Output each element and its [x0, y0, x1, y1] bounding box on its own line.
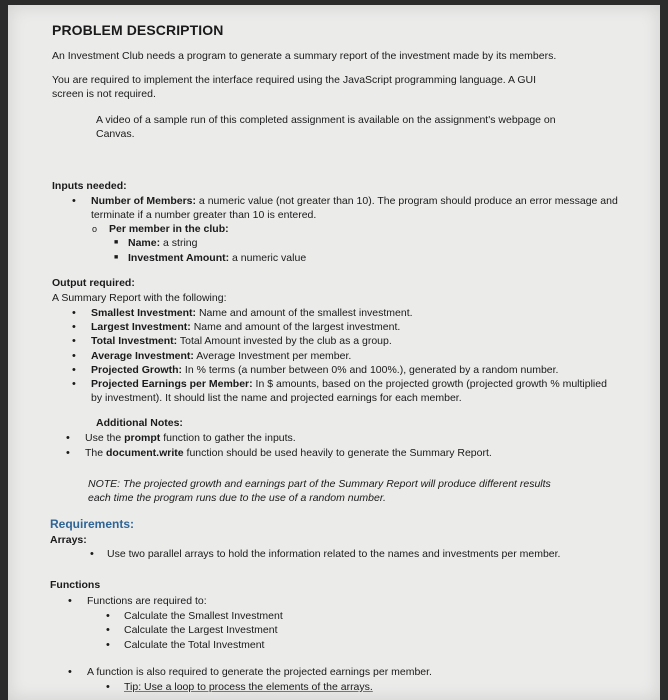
square-bullet-icon: ■ [114, 254, 119, 261]
video-note: Canvas. [96, 128, 135, 140]
list-item: Number of Members: a numeric value (not greater than 10). The program should produce an error message and [91, 195, 618, 207]
bullet-icon: • [72, 378, 76, 390]
bullet-icon: • [66, 432, 70, 444]
inputs-heading: Inputs needed: [52, 180, 127, 192]
note-text: NOTE: The projected growth and earnings part of the Summary Report will produce different results [88, 478, 551, 490]
output-summary: A Summary Report with the following: [52, 292, 227, 304]
bullet-icon: • [68, 666, 72, 678]
tip-text: Tip: Use a loop to process the elements of the arrays. [124, 681, 373, 693]
list-item: Total Investment: Total Amount invested by the club as a group. [91, 335, 392, 347]
bullet-icon: • [72, 307, 76, 319]
list-item: Per member in the club: [109, 223, 229, 235]
list-item: by investment). It should list the name and projected earnings for each member. [91, 392, 462, 404]
list-item: Smallest Investment: Name and amount of the smallest investment. [91, 307, 413, 319]
list-item: Calculate the Total Investment [124, 639, 265, 651]
intro-line: You are required to implement the interface required using the JavaScript programming language. A GUI [52, 74, 537, 86]
bullet-icon: • [106, 610, 110, 622]
bullet-icon: • [106, 624, 110, 636]
list-item: Projected Earnings per Member: In $ amounts, based on the projected growth (projected growth % multiplied [91, 378, 607, 390]
note-text: each time the program runs due to the use of a random number. [88, 492, 386, 504]
page-title: PROBLEM DESCRIPTION [52, 22, 224, 38]
requirements-heading: Requirements: [50, 517, 135, 531]
video-note: A video of a sample run of this completed assignment is available on the assignment's webpage on [96, 114, 556, 126]
list-item: Use two parallel arrays to hold the information related to the names and investments per member. [107, 548, 561, 560]
bullet-icon: • [72, 195, 76, 207]
document-page [8, 5, 660, 700]
list-item: Calculate the Largest Investment [124, 624, 278, 636]
list-item: The document.write function should be used heavily to generate the Summary Report. [85, 447, 492, 459]
list-item: Average Investment: Average Investment per member. [91, 350, 352, 362]
list-item: Use the prompt function to gather the inputs. [85, 432, 296, 444]
bullet-icon: • [68, 595, 72, 607]
notes-heading: Additional Notes: [96, 417, 183, 429]
list-item: Largest Investment: Name and amount of the largest investment. [91, 321, 401, 333]
list-item: terminate if a number greater than 10 is entered. [91, 209, 317, 221]
arrays-heading: Arrays: [50, 534, 87, 546]
circle-bullet-icon: o [92, 224, 98, 234]
bullet-icon: • [72, 321, 76, 333]
bullet-icon: • [66, 447, 70, 459]
bullet-icon: • [72, 364, 76, 376]
output-heading: Output required: [52, 277, 135, 289]
bullet-icon: • [106, 639, 110, 651]
list-item: Functions are required to: [87, 595, 207, 607]
functions-heading: Functions [50, 579, 101, 591]
list-item: Investment Amount: a numeric value [128, 252, 307, 264]
square-bullet-icon: ■ [114, 239, 119, 246]
bullet-icon: • [90, 548, 94, 560]
bullet-icon: • [106, 681, 110, 693]
intro-line: screen is not required. [52, 88, 156, 100]
intro-line: An Investment Club needs a program to generate a summary report of the investment made by its members. [52, 50, 557, 62]
list-item: Calculate the Smallest Investment [124, 610, 283, 622]
list-item: Name: a string [128, 237, 198, 249]
bullet-icon: • [72, 335, 76, 347]
list-item: A function is also required to generate the projected earnings per member. [87, 666, 432, 678]
bullet-icon: • [72, 350, 76, 362]
list-item: Projected Growth: In % terms (a number between 0% and 100%.), generated by a random number. [91, 364, 559, 376]
